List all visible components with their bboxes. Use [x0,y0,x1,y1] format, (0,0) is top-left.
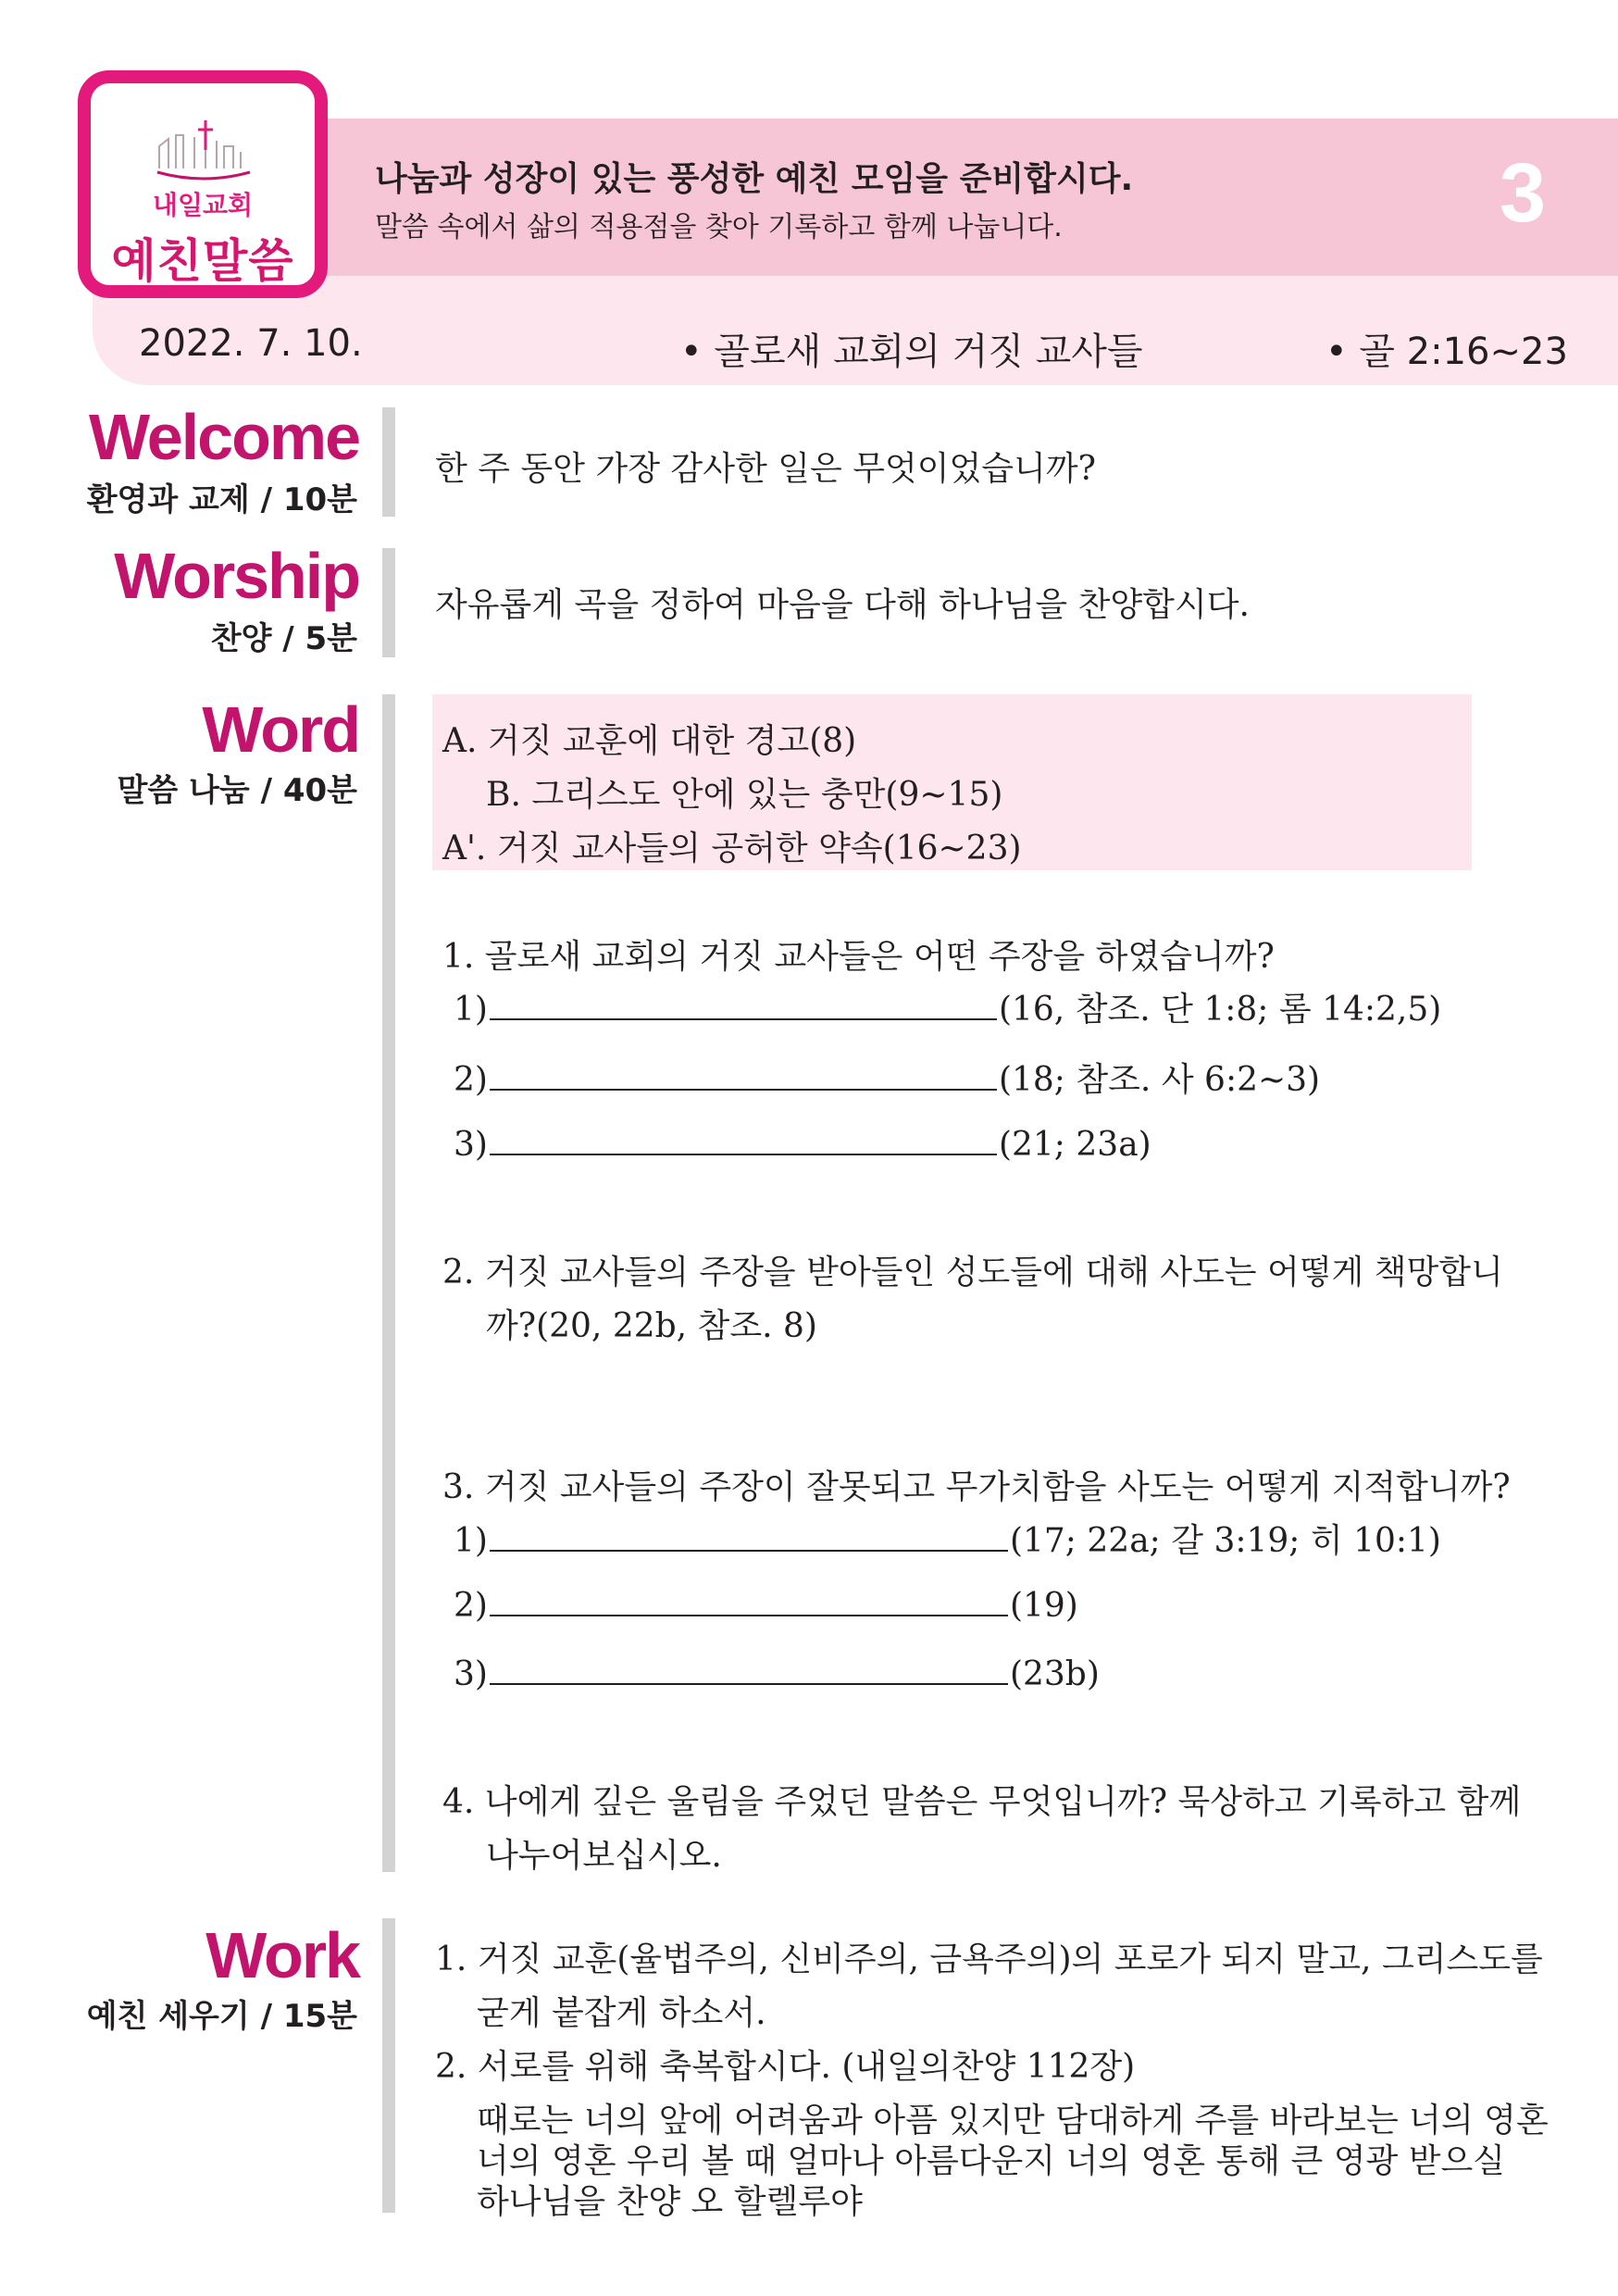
work-subtitle: 예친 세우기 / 15분 [86,1998,357,2035]
answer-blank [490,1057,997,1091]
work-item-1-line-2: 굳게 붙잡게 하소서. [477,1994,766,2032]
answer-number: 1) [454,991,488,1029]
answer-number: 2) [454,1061,488,1099]
answer-reference: (19) [1009,1587,1078,1625]
answer-reference: (17; 22a; 갈 3:19; 히 10:1) [1009,1522,1441,1560]
question-4-line-1: 4. 나에게 깊은 울림을 주었던 말씀은 무엇입니까? 묵상하고 기록하고 함께 [442,1783,1522,1821]
welcome-title: Welcome [88,401,359,473]
hymn-line-1: 때로는 너의 앞에 어려움과 아픔 있지만 담대하게 주를 바라보는 너의 영혼 [477,2102,1549,2140]
work-divider [382,1918,395,2213]
welcome-divider [382,407,395,517]
answer-reference: (16, 참조. 단 1:8; 롬 14:2,5) [998,991,1442,1029]
worship-subtitle: 찬양 / 5분 [210,620,357,657]
answer-line [454,1054,1320,1101]
outline-item-a: A. 거짓 교훈에 대한 경고(8) [442,722,857,760]
answer-reference: (21; 23a) [998,1126,1151,1164]
worship-text: 자유롭게 곡을 정하여 마음을 다해 하나님을 찬양합시다. [435,586,1250,624]
question-2-line-1: 2. 거짓 교사들의 주장을 받아들인 성도들에 대해 사도는 어떻게 책망합니 [442,1254,1503,1292]
answer-blank [490,1652,1008,1685]
hymn-line-2: 너의 영혼 우리 볼 때 얼마나 아름다운지 너의 영혼 통해 큰 영광 받으실 [477,2142,1506,2180]
welcome-question: 한 주 동안 가장 감사한 일은 무엇이었습니까? [435,450,1096,488]
worship-divider [382,548,395,657]
answer-reference: (18; 참조. 사 6:2~3) [998,1061,1321,1099]
church-name: 내일교회 [152,190,254,220]
question-2-line-2: 까?(20, 22b, 참조. 8) [486,1307,817,1345]
word-subtitle: 말씀 나눔 / 40분 [117,772,357,809]
lesson-topic: • 골로새 교회의 거짓 교사들 [680,331,1143,373]
word-title: Word [202,693,359,766]
worship-title: Worship [114,540,359,612]
answer-number: 1) [454,1522,488,1560]
answer-reference: (23b) [1009,1655,1100,1693]
answer-line [454,1122,1151,1164]
word-divider [382,694,395,1872]
answer-blank [490,1583,1008,1616]
logo-title: 예친말씀 [111,234,294,288]
hymn-line-3: 하나님을 찬양 오 할렐루야 [477,2183,863,2221]
question-1: 1. 골로새 교회의 거짓 교사들은 어떤 주장을 하였습니까? [442,938,1275,976]
answer-line [454,1652,1100,1693]
work-item-2: 2. 서로를 위해 축복합시다. (내일의찬양 112장) [435,2048,1136,2086]
church-skyline-icon [156,119,252,183]
answer-line [454,1583,1078,1625]
church-logo [78,70,328,298]
answer-blank [490,1518,1008,1552]
question-4-line-2: 나누어보십시오. [486,1837,722,1875]
lesson-date: 2022. 7. 10. [139,322,363,365]
header-subtitle: 말씀 속에서 삶의 적용점을 찾아 기록하고 함께 나눕니다. [375,211,1063,243]
question-3: 3. 거짓 교사들의 주장이 잘못되고 무가치함을 사도는 어떻게 지적합니까? [442,1468,1511,1506]
outline-item-a-prime: A'. 거짓 교사들의 공허한 약속(16~23) [442,830,1022,867]
outline-item-b: B. 그리스도 안에 있는 충만(9~15) [486,776,1003,814]
answer-blank [490,987,997,1020]
work-title: Work [205,1919,359,1991]
answer-line [454,1515,1441,1562]
answer-number: 2) [454,1587,488,1625]
answer-line [454,983,1441,1030]
answer-number: 3) [454,1655,488,1693]
answer-number: 3) [454,1126,488,1164]
scripture-reference: • 골 2:16~23 [1326,331,1568,373]
lesson-number: 3 [1500,147,1547,240]
answer-blank [490,1122,997,1155]
work-item-1-line-1: 1. 거짓 교훈(율법주의, 신비주의, 금욕주의)의 포로가 되지 말고, 그리스도를 [435,1940,1543,1978]
header-title: 나눔과 성장이 있는 풍성한 예친 모임을 준비합시다. [375,160,1134,198]
welcome-subtitle: 환영과 교제 / 10분 [86,481,357,518]
